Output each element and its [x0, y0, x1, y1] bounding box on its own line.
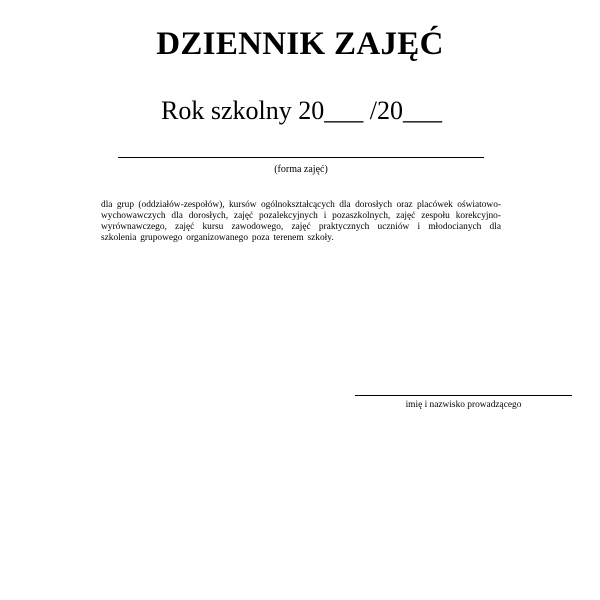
teacher-caption: imię i nazwisko prowadzącego — [405, 400, 522, 410]
description-text: dla grup (oddziałów-zespołów), kursów ogólnokształcących dla dorosłych oraz placówek oświatowo-wychowawczych dla dorosłych, zajęć pozalekcyjnych i pozaszkolnych, zajęć zespołu korekcyjno-wyrównawczego, zajęć kursu zawodowego, zajęć praktycznych uczniów i młodocianych dla szkolenia grupowego organizowanego poza terenem szkoły. — [101, 200, 501, 243]
teacher-signature-line — [355, 395, 572, 396]
form-caption: (forma zajęć) — [274, 164, 328, 175]
school-year-field: Rok szkolny 20___ /20___ — [161, 96, 442, 125]
document-title: DZIENNIK ZAJĘĆ — [156, 26, 444, 62]
form-fill-line — [118, 157, 484, 158]
